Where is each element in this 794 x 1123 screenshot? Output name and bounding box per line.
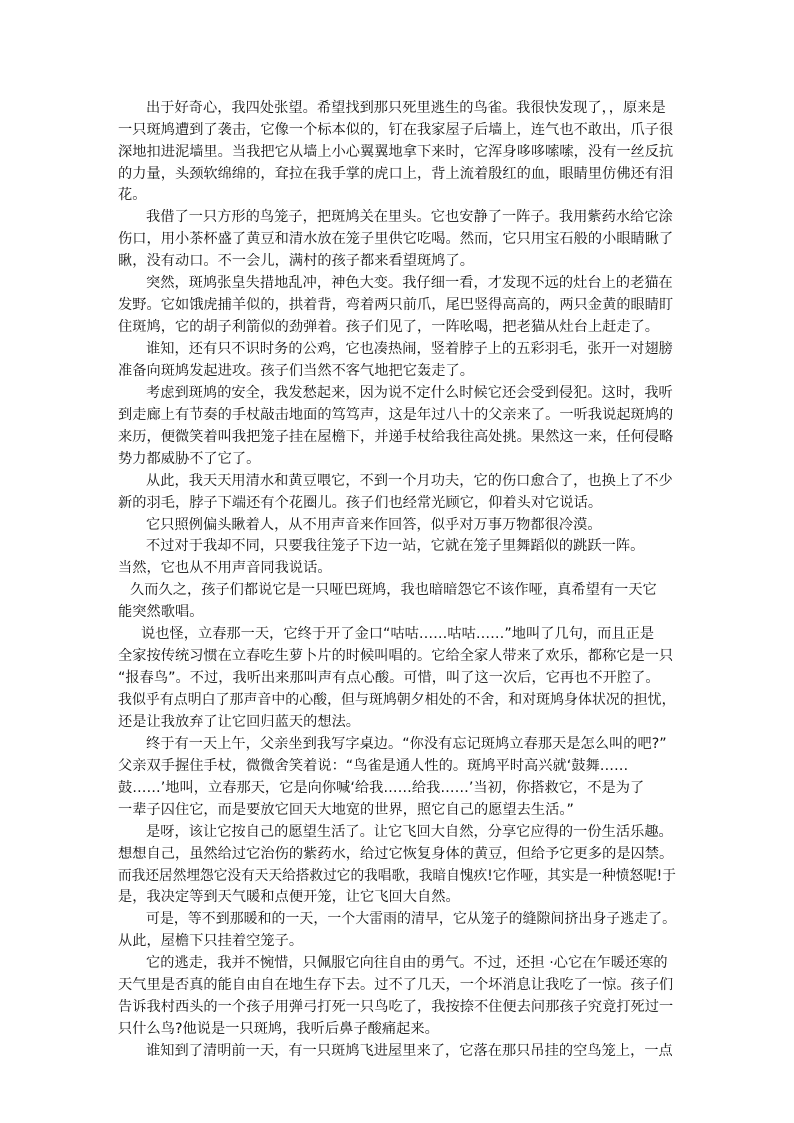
paragraph-line: 当然，它也从不用声音同我说话。: [118, 560, 332, 576]
paragraph-line: 准备向斑鸠发起进攻。孩子们当然不客气地把它轰走了。: [118, 363, 474, 379]
paragraph-line: 而我还居然埋怨它没有天天给搭救过它的我唱歌，我暗自愧疚!它作哑，其实是一种愤怒呢!于: [118, 868, 676, 884]
paragraph-line: 它的逃走，我并不惋惜，只佩服它向往自由的勇气。不过，还担 ·心它在乍暖还寒的: [146, 955, 668, 971]
paragraph-line: 能突然歌唱。: [118, 604, 204, 620]
paragraph-line: 终于有一天上午，父亲坐到我写字桌边。“你没有忘记斑鸠立春那天是怎么叫的吧?”: [146, 736, 667, 752]
paragraph-line: 花。: [118, 187, 147, 203]
paragraph-line: 只什么鸟?他说是一只斑鸠，我听后鼻子酸痛起来。: [118, 1021, 439, 1037]
paragraph-line: 天气里是否真的能自由自在地生存下去。过不了几天，一个坏消息让我吃了一惊。孩子们: [118, 977, 674, 993]
paragraph-line: 久而久之，孩子们都说它是一只哑巴斑鸠，我也暗暗怨它不该作哑，真希望有一天它: [130, 582, 657, 598]
paragraph-line: 不过对于我却不同，只要我往笼子下边一站，它就在笼子里舞蹈似的跳跃一阵。: [146, 538, 645, 554]
paragraph-line: 的力量，头颈软绵绵的，耷拉在我手掌的虎口上，背上流着殷红的血，眼睛里仿佛还有泪: [118, 166, 674, 182]
paragraph-line: 想想自己，虽然给过它治伤的紫药水，给过它恢复身体的黄豆，但给予它更多的是囚禁。: [118, 846, 674, 862]
paragraph-line: 它只照例偏头瞅着人，从不用声音来作回答，似乎对万事万物都很冷漠。: [146, 517, 602, 533]
paragraph-line: 势力都威胁不了它了。: [118, 451, 261, 467]
paragraph-line: 是呀，该让它按自己的愿望生活了。让它飞回大自然，分享它应得的一份生活乐趣。: [146, 824, 673, 840]
paragraph-line: 新的羽毛，脖子下端还有个花圈儿。孩子们也经常光顾它，仰着头对它说话。: [118, 495, 603, 511]
paragraph-line: 父亲双手握住手杖，微微舍笑着说：“鸟雀是通人性的。斑鸠平时高兴就‘鼓舞……: [118, 758, 629, 774]
paragraph-line: 我似乎有点明白了那声音中的心酸，但与斑鸠朝夕相处的不舍，和对斑鸠身体状况的担忧，: [118, 692, 676, 708]
paragraph-line: 可是，等不到那暖和的一天，一个大雷雨的清早，它从笼子的缝隙间挤出身子逃走了。: [146, 911, 677, 927]
paragraph-line: “报春鸟”。不过，我听出来那叫声有点心酸。可惜，叫了这一次后，它再也不开腔了。: [118, 670, 660, 686]
paragraph-line: 鼓……’地叫，立春那天，它是向你喊‘给我……给我……’当初，你搭救它，不是为了: [118, 780, 645, 796]
paragraph-line: 发野。它如饿虎捕羊似的，拱着背，弯着两只前爪，尾巴竖得高高的，两只金黄的眼睛盯: [118, 297, 674, 313]
paragraph-line: 伤口，用小茶杯盛了黄豆和清水放在笼子里供它吃喝。然而，它只用宝石般的小眼睛瞅了: [118, 231, 674, 247]
paragraph-line: 从此，屋檐下只挂着空笼子。: [118, 933, 304, 949]
paragraph-line: 一只斑鸠遭到了袭击，它像一个标本似的，钉在我家屋子后墙上，连气也不敢出，爪子很: [118, 122, 674, 138]
paragraph-line: 来历，便微笑着叫我把笼子挂在屋檐下，并递手杖给我往高处挑。果然这一来，任何侵略: [118, 429, 674, 445]
paragraph-line: 谁知，还有只不识时务的公鸡，它也凑热闹，竖着脖子上的五彩羽毛，张开一对翅膀: [146, 341, 673, 357]
paragraph-line: 考虑到斑鸠的安全，我发愁起来，因为说不定什么时候它还会受到侵犯。这时，我听: [146, 385, 673, 401]
paragraph-line: 住斑鸠，它的胡子利箭似的劲弹着。孩子们见了，一阵吆喝，把老猫从灶台上赶走了。: [118, 319, 660, 335]
paragraph-line: 还是让我放弃了让它回归蓝天的想法。: [118, 714, 361, 730]
paragraph-line: 瞅，没有动口。不一会儿，满村的孩子都来看望斑鸠了。: [118, 253, 474, 269]
paragraph-line: 深地扣进泥墙里。当我把它从墙上小心翼翼地拿下来时，它浑身哆哆嗦嗦，没有一丝反抗: [118, 144, 674, 160]
paragraph-line: 是，我决定等到天气暖和点便开笼，让它飞回大自然。: [118, 889, 460, 905]
paragraph-line: 突然，斑鸠张皇失措地乱冲，神色大变。我仔细一看，才发现不远的灶台上的老猫在: [146, 275, 673, 291]
paragraph-line: 到走廊上有节奏的手杖敲击地面的笃笃声，这是年过八十的父亲来了。一听我说起斑鸠的: [118, 407, 674, 423]
paragraph-line: 从此，我天天用清水和黄豆喂它，不到一个月功夫，它的伤口愈合了，也换上了不少: [146, 473, 673, 489]
paragraph-line: 告诉我村西头的一个孩子用弹弓打死一只鸟吃了，我按捺不住便去问那孩子究竟打死过一: [118, 999, 674, 1015]
paragraph-line: 一辈子囚住它，而是要放它回天大地宽的世界，照它自己的愿望去生活。”: [118, 802, 574, 818]
paragraph-line: 全家按传统习惯在立春吃生萝卜片的时候叫唱的。它给全家人带来了欢乐，都称它是一只: [118, 648, 674, 664]
paragraph-line: 出于好奇心，我四处张望。希望找到那只死里逃生的鸟雀。我很快发现了，，原来是: [146, 100, 666, 116]
paragraph-line: 我借了一只方形的鸟笼子，把斑鸠关在里头。它也安静了一阵子。我用紫药水给它涂: [146, 209, 673, 225]
paragraph-line: 谁知到了清明前一天，有一只斑鸠飞进屋里来了，它落在那只吊挂的空鸟笼上，一点: [146, 1043, 673, 1059]
paragraph-line: 说也怪，立春那一天，它终于开了金口“咕咕……咕咕……”地叫了几句，而且正是: [141, 626, 655, 642]
